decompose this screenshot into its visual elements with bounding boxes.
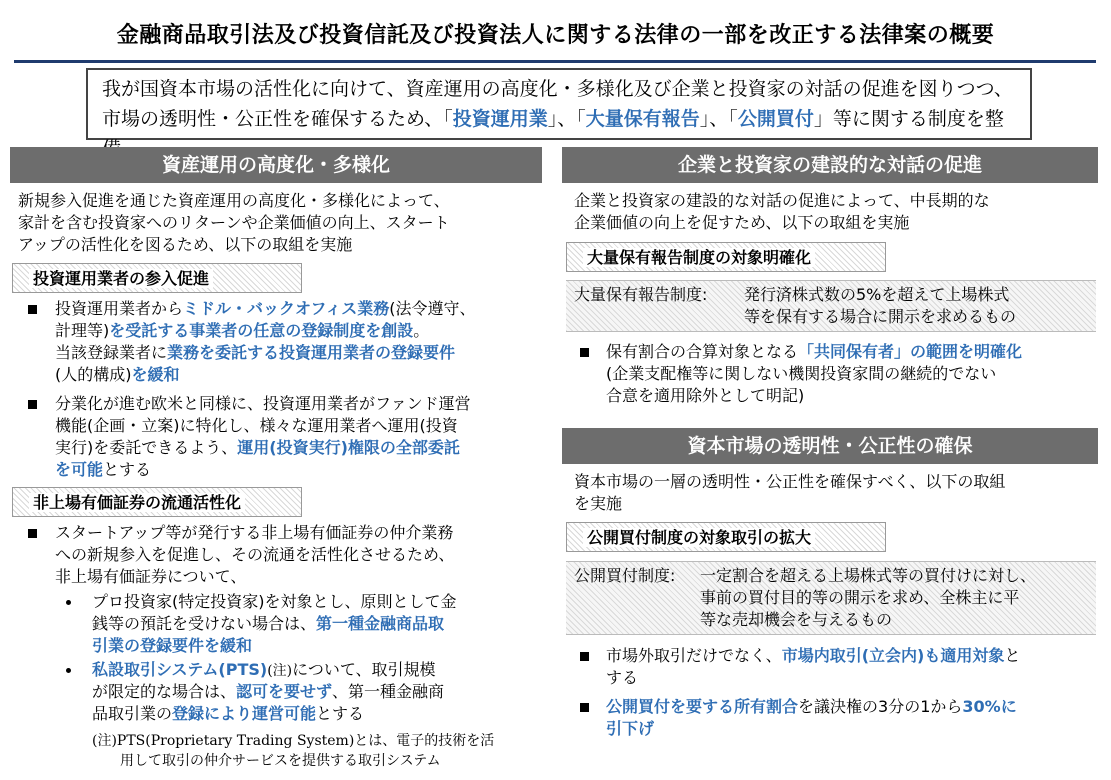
left-subheader-2-label: 非上場有価証券の流通活性化 bbox=[29, 493, 245, 512]
highlight: 30%に bbox=[962, 697, 1017, 716]
text: 計理等) bbox=[55, 321, 110, 340]
bullet-square-icon bbox=[580, 652, 589, 661]
right-lead-line: 企業と投資家の建設的な対話の促進によって、中長期的な bbox=[574, 191, 990, 210]
highlight: 登録により運営可能 bbox=[172, 704, 317, 723]
left-dot-2 bbox=[92, 659, 542, 725]
right-bullet-3-line bbox=[606, 718, 1096, 740]
left-subheader-1 bbox=[12, 263, 302, 293]
left-lead-line: アップの活性化を図るため、以下の取組を実施 bbox=[18, 235, 353, 254]
left-subheader-1-label: 投資運用業者の参入促進 bbox=[29, 269, 213, 288]
right-lead-line: 資本市場の一層の透明性・公正性を確保すべく、以下の取組 bbox=[574, 472, 1006, 491]
right-lead-2 bbox=[574, 471, 1094, 515]
note-marker: (注) bbox=[267, 663, 293, 679]
bullet-dot-icon bbox=[66, 668, 71, 673]
right-bullet-1-line: (企業支配権等に関しない機関投資家間の継続的でない bbox=[606, 364, 997, 383]
left-dot-1-line: プロ投資家(特定投資家)を対象とし、原則として金 bbox=[92, 592, 457, 611]
definition-line: 等を保有する場合に開示を求めるもの bbox=[744, 307, 1017, 326]
title-rule bbox=[14, 60, 1096, 63]
right-bullet-2-line: する bbox=[606, 668, 639, 687]
intro-text: 」、「 bbox=[699, 108, 738, 130]
page-title: 金融商品取引法及び投資信託及び投資法人に関する法律の一部を改正する法律案の概要 bbox=[116, 23, 995, 48]
left-dot-1 bbox=[92, 591, 542, 657]
text: 品取引業の bbox=[92, 704, 173, 723]
left-bullet-2-line: 機能(企画・立案)に特化し、様々な運用業者へ運用(投資 bbox=[55, 416, 458, 435]
text: とする bbox=[316, 704, 365, 723]
highlight: 業務を委託する投資運用業者の登録要件 bbox=[167, 343, 456, 362]
definition-line: 事前の買付目的等の開示を求め、全株主に平 bbox=[700, 588, 1020, 607]
definition-box-tender-offer bbox=[566, 561, 1096, 635]
intro-highlight-tender-offer: 公開買付 bbox=[737, 108, 814, 130]
text: を議決権の3分の1から bbox=[798, 697, 963, 716]
left-bullet-3-line: への新規参入を促進し、その流通を活性化させるため、 bbox=[55, 545, 455, 564]
bullet-square-icon bbox=[28, 305, 37, 314]
left-bullet-2 bbox=[55, 393, 545, 481]
footnote-line: (注)PTS(Proprietary Trading System)とは、電子的技術を活 bbox=[92, 733, 495, 749]
highlight: ミドル・バックオフィス業務 bbox=[183, 299, 390, 318]
right-bullet-2-line bbox=[606, 645, 1096, 667]
text: 。 bbox=[413, 321, 430, 340]
bullet-square-icon bbox=[28, 400, 37, 409]
left-lead-line: 家計を含む投資家へのリターンや企業価値の向上、スタート bbox=[18, 213, 450, 232]
right-bullet-3-line bbox=[606, 696, 1096, 718]
left-bullet-3-line: 非上場有価証券について、 bbox=[55, 567, 247, 586]
highlight: 公開買付を要する所有割合 bbox=[606, 697, 799, 716]
left-dot-1-line bbox=[92, 635, 542, 657]
left-bullet-1-line bbox=[55, 320, 545, 342]
right-subheader-1-label: 大量保有報告制度の対象明確化 bbox=[583, 248, 815, 267]
text: 投資運用業者から bbox=[55, 299, 184, 318]
highlight: 引業の登録要件を緩和 bbox=[92, 636, 253, 655]
intro-box bbox=[86, 68, 1032, 140]
left-subheader-2 bbox=[12, 487, 302, 517]
left-dot-2-line bbox=[92, 659, 542, 681]
highlight: 市場内取引(立会内)も適用対象 bbox=[781, 646, 1005, 665]
bullet-dot-icon bbox=[66, 600, 71, 605]
right-bullet-1-line bbox=[606, 341, 1096, 363]
right-bullet-3 bbox=[606, 696, 1096, 740]
text: が限定的な場合は、 bbox=[92, 682, 237, 701]
highlight: 引下げ bbox=[606, 719, 655, 738]
text: とする bbox=[103, 460, 152, 479]
left-section-header: 資産運用の高度化・多様化 bbox=[10, 147, 542, 183]
left-lead bbox=[18, 190, 548, 256]
highlight: を緩和 bbox=[131, 365, 180, 384]
left-dot-2-line bbox=[92, 703, 542, 725]
intro-text: 」、「 bbox=[547, 108, 586, 130]
text: 実行)を委託できるよう、 bbox=[55, 438, 238, 457]
definition-term: 大量保有報告制度: bbox=[574, 285, 708, 304]
left-bullet-1 bbox=[55, 298, 545, 386]
left-dot-2-line bbox=[92, 681, 542, 703]
text: について、取引規模 bbox=[292, 660, 436, 679]
right-lead-line: 企業価値の向上を促すため、以下の取組を実施 bbox=[574, 213, 910, 232]
right-lead-1 bbox=[574, 190, 1094, 234]
text: と bbox=[1004, 646, 1021, 665]
highlight: 認可を要せず bbox=[236, 682, 333, 701]
right-subheader-2-label: 公開買付制度の対象取引の拡大 bbox=[583, 528, 815, 547]
text: 、第一種金融商 bbox=[332, 682, 445, 701]
text: 保有割合の合算対象となる bbox=[606, 342, 799, 361]
footnote-line: 用して取引の仲介サービスを提供する取引システム bbox=[120, 753, 441, 769]
text: (法令遵守、 bbox=[389, 299, 476, 318]
highlight: 「共同保有者」の範囲を明確化 bbox=[798, 342, 1023, 361]
left-bullet-2-line bbox=[55, 459, 545, 481]
left-dot-1-line bbox=[92, 613, 542, 635]
right-subheader-2 bbox=[566, 522, 886, 552]
right-subheader-1 bbox=[566, 242, 886, 272]
highlight: を受託する事業者の任意の登録制度を創設 bbox=[109, 321, 414, 340]
intro-highlight-large-holding: 大量保有報告 bbox=[585, 108, 700, 130]
definition-box-large-holding bbox=[566, 280, 1096, 332]
definition-line: 等な売却機会を与えるもの bbox=[700, 610, 893, 629]
left-footnote bbox=[92, 731, 542, 771]
text: (人的構成) bbox=[55, 365, 132, 384]
right-section-header-1: 企業と投資家の建設的な対話の促進 bbox=[562, 147, 1098, 183]
text: 銭等の預託を受けない場合は、 bbox=[92, 614, 317, 633]
highlight: 第一種金融商品取 bbox=[316, 614, 445, 633]
highlight: 私設取引システム(PTS) bbox=[92, 660, 268, 679]
right-bullet-1 bbox=[606, 341, 1096, 407]
text: 市場外取引だけでなく、 bbox=[606, 646, 782, 665]
right-lead-line: を実施 bbox=[574, 494, 623, 513]
left-bullet-1-line bbox=[55, 298, 545, 320]
left-lead-line: 新規参入促進を通じた資産運用の高度化・多様化によって、 bbox=[18, 191, 450, 210]
right-bullet-2 bbox=[606, 645, 1096, 689]
left-bullet-2-line: 分業化が進む欧米と同様に、投資運用業者がファンド運営 bbox=[55, 394, 471, 413]
intro-line-1: 我が国資本市場の活性化に向けて、資産運用の高度化・多様化及び企業と投資家の対話の促進を図りつつ、 bbox=[102, 78, 1013, 100]
right-section-header-2: 資本市場の透明性・公正性の確保 bbox=[562, 428, 1098, 464]
left-bullet-3 bbox=[55, 522, 545, 588]
intro-text: 市場の透明性・公正性を確保するため、「 bbox=[102, 108, 453, 130]
highlight: を可能 bbox=[55, 460, 104, 479]
definition-term: 公開買付制度: bbox=[574, 566, 676, 585]
right-bullet-1-line: 合意を適用除外として明記) bbox=[606, 386, 805, 405]
bullet-square-icon bbox=[580, 703, 589, 712]
highlight: 運用(投資実行)権限の全部委託 bbox=[237, 438, 460, 457]
left-bullet-1-line bbox=[55, 364, 545, 386]
intro-highlight-investment: 投資運用業 bbox=[452, 108, 548, 130]
left-bullet-3-line: スタートアップ等が発行する非上場有価証券の仲介業務 bbox=[55, 523, 454, 542]
left-bullet-1-line bbox=[55, 342, 545, 364]
bullet-square-icon bbox=[28, 529, 37, 538]
left-bullet-2-line bbox=[55, 437, 545, 459]
bullet-square-icon bbox=[580, 348, 589, 357]
definition-line: 発行済株式数の5%を超えて上場株式 bbox=[744, 285, 1010, 304]
intro-text: 」等に関する制度を整 bbox=[813, 108, 1004, 130]
definition-line: 一定割合を超える上場株式等の買付けに対し、 bbox=[700, 566, 1037, 585]
text: 当該登録業者に bbox=[55, 343, 168, 362]
